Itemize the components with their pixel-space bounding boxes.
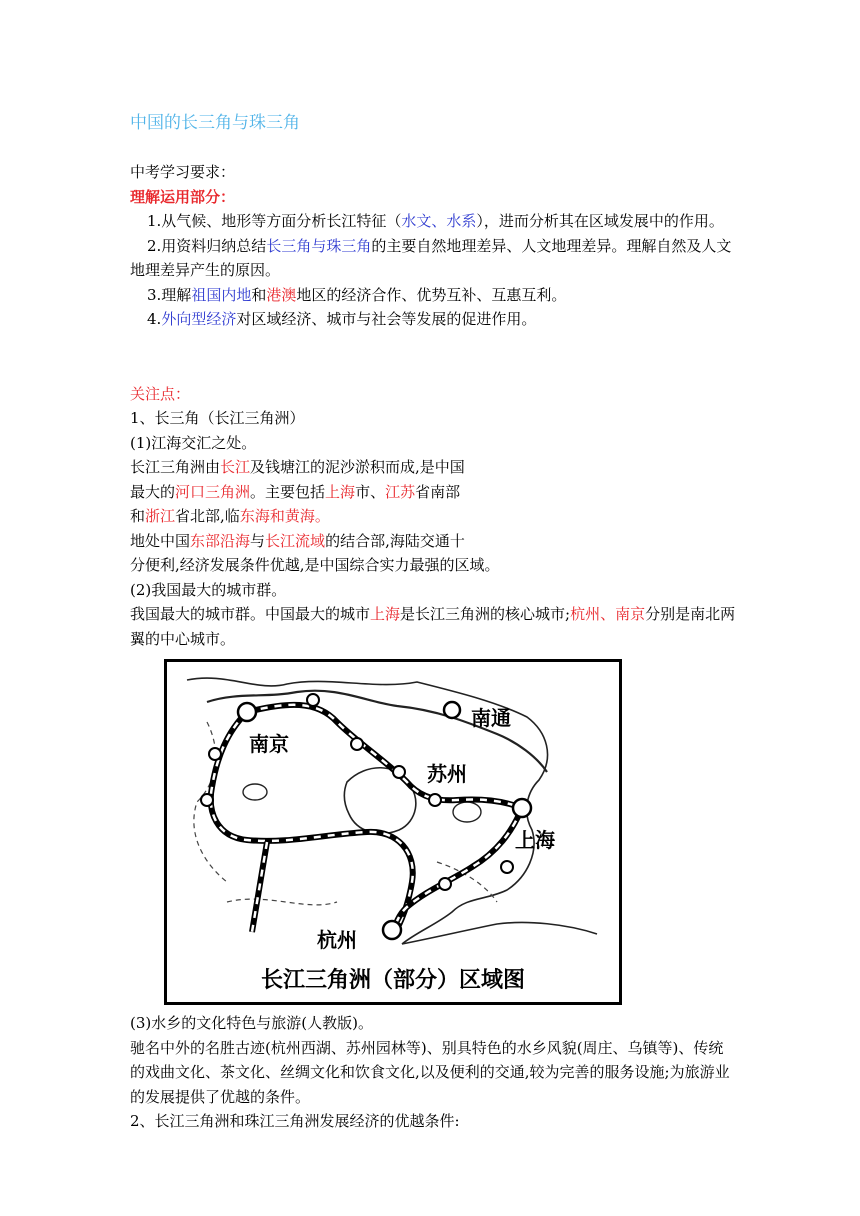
yangtze-delta-map (164, 659, 622, 1005)
label-suzhou: 苏州 (427, 762, 467, 786)
station (444, 702, 460, 718)
label-nantong: 南通 (471, 706, 511, 730)
label-shanghai: 上海 (515, 828, 555, 852)
station (307, 694, 319, 706)
paragraph-1: 长江三角洲由长江及钱塘江的泥沙淤积而成,是中国 最大的河口三角洲。主要包括上海市、江苏省南部 和浙江省北部,临东海和黄海。 地处中国东部沿海与长江流域的结合部,海陆交通十 分便利,经济发展条件优越,是中国综合实力最强的区域。 (130, 458, 500, 574)
station (209, 748, 221, 760)
lake (243, 784, 267, 800)
page-title: 中国的长三角与珠三角 (130, 113, 300, 133)
focus-heading: 关注点： (130, 384, 191, 403)
document-page (130, 110, 736, 1134)
requirement-2: 2.用资料归纳总结长三角与珠三角的主要自然地理差异、人文地理差异。理解自然及人文地理差异产生的原因。 (130, 236, 732, 279)
station (501, 861, 513, 873)
requirement-3: 3.理解祖国内地和港澳地区的经济合作、优势互补、互惠互利。 (147, 285, 567, 304)
station (238, 703, 256, 721)
paragraph-3: 驰名中外的名胜古迹(杭州西湖、苏州园林等)、别具特色的水乡风貌(周庄、乌镇等)、传统的戏曲文化、茶文化、丝绸文化和饮食文化,以及便利的交通,较为完善的服务设施;为旅游业的发展提供了优越的条件。 (130, 1038, 730, 1106)
station (351, 738, 363, 750)
subsection-1-1: (1)江海交汇之处。 (130, 433, 257, 452)
study-requirements-heading: 中考学习要求： (130, 163, 236, 181)
lake (453, 802, 481, 822)
label-hangzhou: 杭州 (317, 928, 357, 952)
map-caption: 长江三角洲（部分）区域图 (260, 968, 525, 993)
label-nanjing: 南京 (249, 732, 289, 756)
subsection-1-2: (2)我国最大的城市群。 (130, 580, 287, 599)
province-boundary (227, 899, 337, 905)
subsection-1-3: (3)水乡的文化特色与旅游(人教版)。 (130, 1014, 373, 1032)
station (383, 921, 401, 939)
station (513, 799, 531, 817)
understand-apply-heading: 理解运用部分： (130, 187, 236, 206)
station (429, 794, 441, 806)
paragraph-2: 我国最大的城市群。中国最大的城市上海是长江三角洲的核心城市;杭州、南京分别是南北两翼的中心城市。 (130, 605, 736, 648)
station (393, 766, 405, 778)
requirement-4: 4.外向型经济对区域经济、城市与社会等发展的促进作用。 (147, 310, 537, 328)
requirement-1: 1.从气候、地形等方面分析长江特征（水文、水系），进而分析其在区域发展中的作用。 (147, 212, 724, 230)
station (439, 878, 451, 890)
station (201, 794, 213, 806)
section-2-title: 2、长江三角洲和珠江三角洲发展经济的优越条件: (130, 1112, 460, 1130)
section-1-title: 1、长三角（长江三角洲） (130, 409, 305, 427)
